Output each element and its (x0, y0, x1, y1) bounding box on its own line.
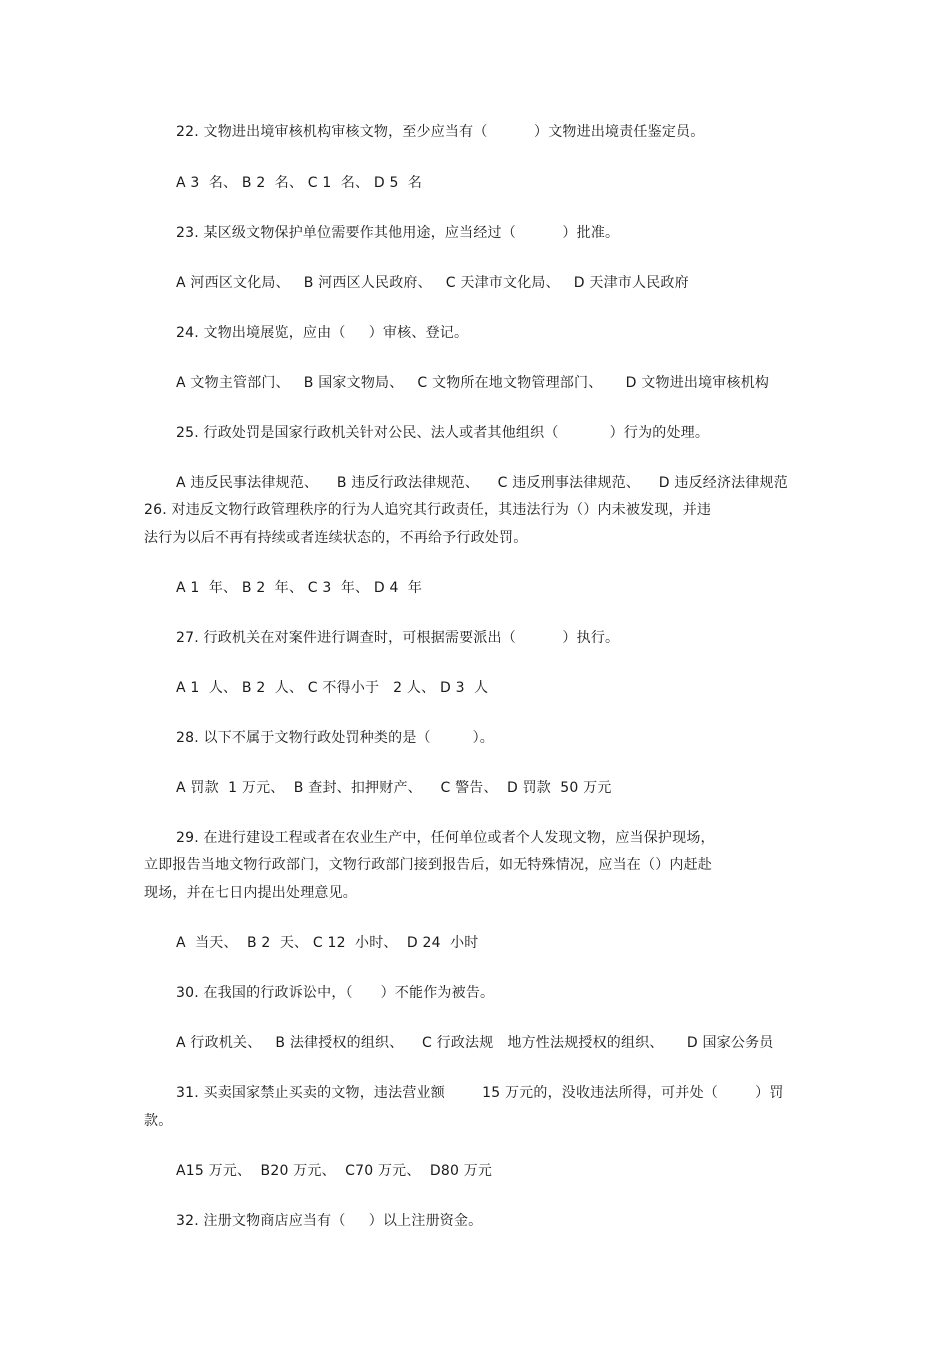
question-24: 24. 文物出境展览，应由（ ）审核、登记。 (176, 325, 469, 341)
question-29-line-3: 现场，并在七日内提出处理意见。 (144, 885, 357, 901)
question-29-line-2: 立即报告当地文物行政部门，文物行政部门接到报告后，如无特殊情况，应当在（）内赶赴 (144, 857, 712, 873)
options-28: A 罚款 1 万元、 B 查封、扣押财产、 C 警告、 D 罚款 50 万元 (176, 780, 612, 796)
question-25: 25. 行政处罚是国家行政机关针对公民、法人或者其他组织（ ）行为的处理。 (176, 425, 710, 441)
question-28: 28. 以下不属于文物行政处罚种类的是（ ）。 (176, 730, 494, 746)
options-27: A 1 人、 B 2 人、 C 不得小于 2 人、 D 3 人 (176, 680, 489, 696)
options-30: A 行政机关、 B 法律授权的组织、 C 行政法规 地方性法规授权的组织、 D 国家公务员 (176, 1035, 774, 1051)
question-30: 30. 在我国的行政诉讼中，（ ）不能作为被告。 (176, 985, 495, 1001)
options-25: A 违反民事法律规范、 B 违反行政法律规范、 C 违反刑事法律规范、 D 违反经济法律规范 (176, 475, 788, 491)
question-26-line-1: 26. 对违反文物行政管理秩序的行为人追究其行政责任，其违法行为（）内未被发现，并违 (144, 502, 712, 518)
question-31-line-2: 款。 (144, 1113, 173, 1129)
question-23: 23. 某区级文物保护单位需要作其他用途，应当经过（ ）批准。 (176, 225, 620, 241)
question-32: 32. 注册文物商店应当有（ ）以上注册资金。 (176, 1213, 483, 1229)
options-22: A 3 名、 B 2 名、 C 1 名、 D 5 名 (176, 175, 423, 191)
question-29-line-1: 29. 在进行建设工程或者在农业生产中，任何单位或者个人发现文物，应当保护现场， (176, 830, 715, 846)
options-29: A 当天、 B 2 天、 C 12 小时、 D 24 小时 (176, 935, 479, 951)
question-27: 27. 行政机关在对案件进行调查时，可根据需要派出（ ）执行。 (176, 630, 620, 646)
question-22: 22. 文物进出境审核机构审核文物，至少应当有（ ）文物进出境责任鉴定员。 (176, 124, 705, 140)
question-26-line-2: 法行为以后不再有持续或者连续状态的，不再给予行政处罚。 (144, 530, 528, 546)
question-31-line-1: 31. 买卖国家禁止买卖的文物，违法营业额 15 万元的，没收违法所得，可并处（ ）罚 (176, 1085, 784, 1101)
options-24: A 文物主管部门、 B 国家文物局、 C 文物所在地文物管理部门、 D 文物进出境审核机构 (176, 375, 770, 391)
options-31: A15 万元、 B20 万元、 C70 万元、 D80 万元 (176, 1163, 493, 1179)
options-26: A 1 年、 B 2 年、 C 3 年、 D 4 年 (176, 580, 423, 596)
options-23: A 河西区文化局、 B 河西区人民政府、 C 天津市文化局、 D 天津市人民政府 (176, 275, 689, 291)
